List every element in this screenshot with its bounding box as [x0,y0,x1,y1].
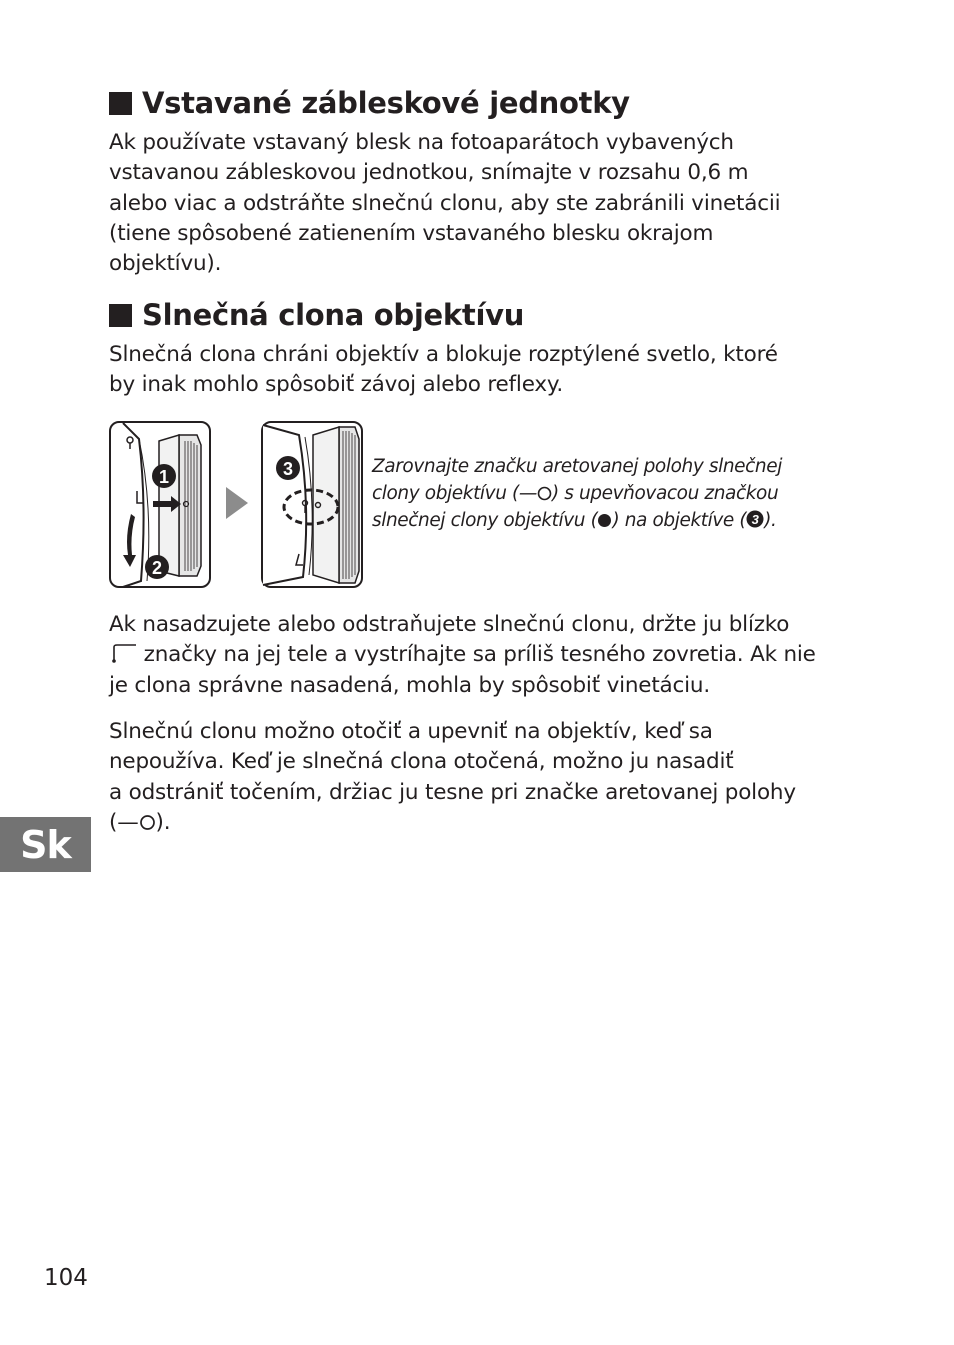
square-bullet-icon [109,304,132,327]
step-number-3: 3 [282,459,294,479]
hood-lock-mark-circle-icon [537,486,552,501]
lens-hood-attach-illustration-right [261,421,364,589]
hood-grip-mark-icon [109,643,137,663]
reverse-hood-paragraph: Slnečnú clonu možno otočiť a upevniť na objektív, keď sa nepoužíva. Keď je slnečná clona otočená, možno ju nasadiť a odstrániť točením, držiac ju tesne pri značke aretovanej polohy (— ). [109,719,796,835]
lens-hood-attach-illustration-left [109,421,212,589]
section-heading-built-in-flash: Vstavané zábleskové jednotky [109,86,630,120]
figure-caption: Zarovnajte značku aretovanej polohy slnečnej clony objektívu (— ) s upevňovacou značkou slnečnej clony objektívu ( ) na objektíve ( 3 ). [372,456,782,531]
lens-hood-paragraph: Slnečná clona chráni objektív a blokuje rozptýlené svetlo, ktoré by inak mohlo spôsobiť závoj alebo reflexy. [109,342,778,398]
next-step-arrow-icon [226,487,248,519]
square-bullet-icon [109,92,132,115]
step-3-badge-icon [746,510,764,528]
step-number-1: 1 [158,467,170,487]
built-in-flash-paragraph: Ak používate vstavaný blesk na fotoaparátoch vybavených vstavanou zábleskovou jednotkou, snímajte v rozsahu 0,6 m alebo viac a odstráňte slnečnú clonu, aby ste zabránili vinetácii (tiene spôsobené zatienením vstavaného blesku okrajom objektívu). [109,130,781,277]
hold-hood-paragraph: Ak nasadzujete alebo odstraňujete slnečnú clonu, držte ju blízko značky na jej tele a vystríhajte sa príliš tesného zovretia. Ak nie je clona správne nasadená, mohla by spôsobiť vinetáciu. [109,612,816,698]
section-heading-lens-hood: Slnečná clona objektívu [109,298,524,332]
page-number: 104 [44,1265,88,1291]
hood-mounting-mark-dot-icon [597,513,612,528]
hood-lock-mark-circle-icon [139,814,156,831]
svg-text:3: 3 [751,512,759,527]
step-number-2: 2 [151,558,163,578]
language-tab: Sk [0,817,91,872]
